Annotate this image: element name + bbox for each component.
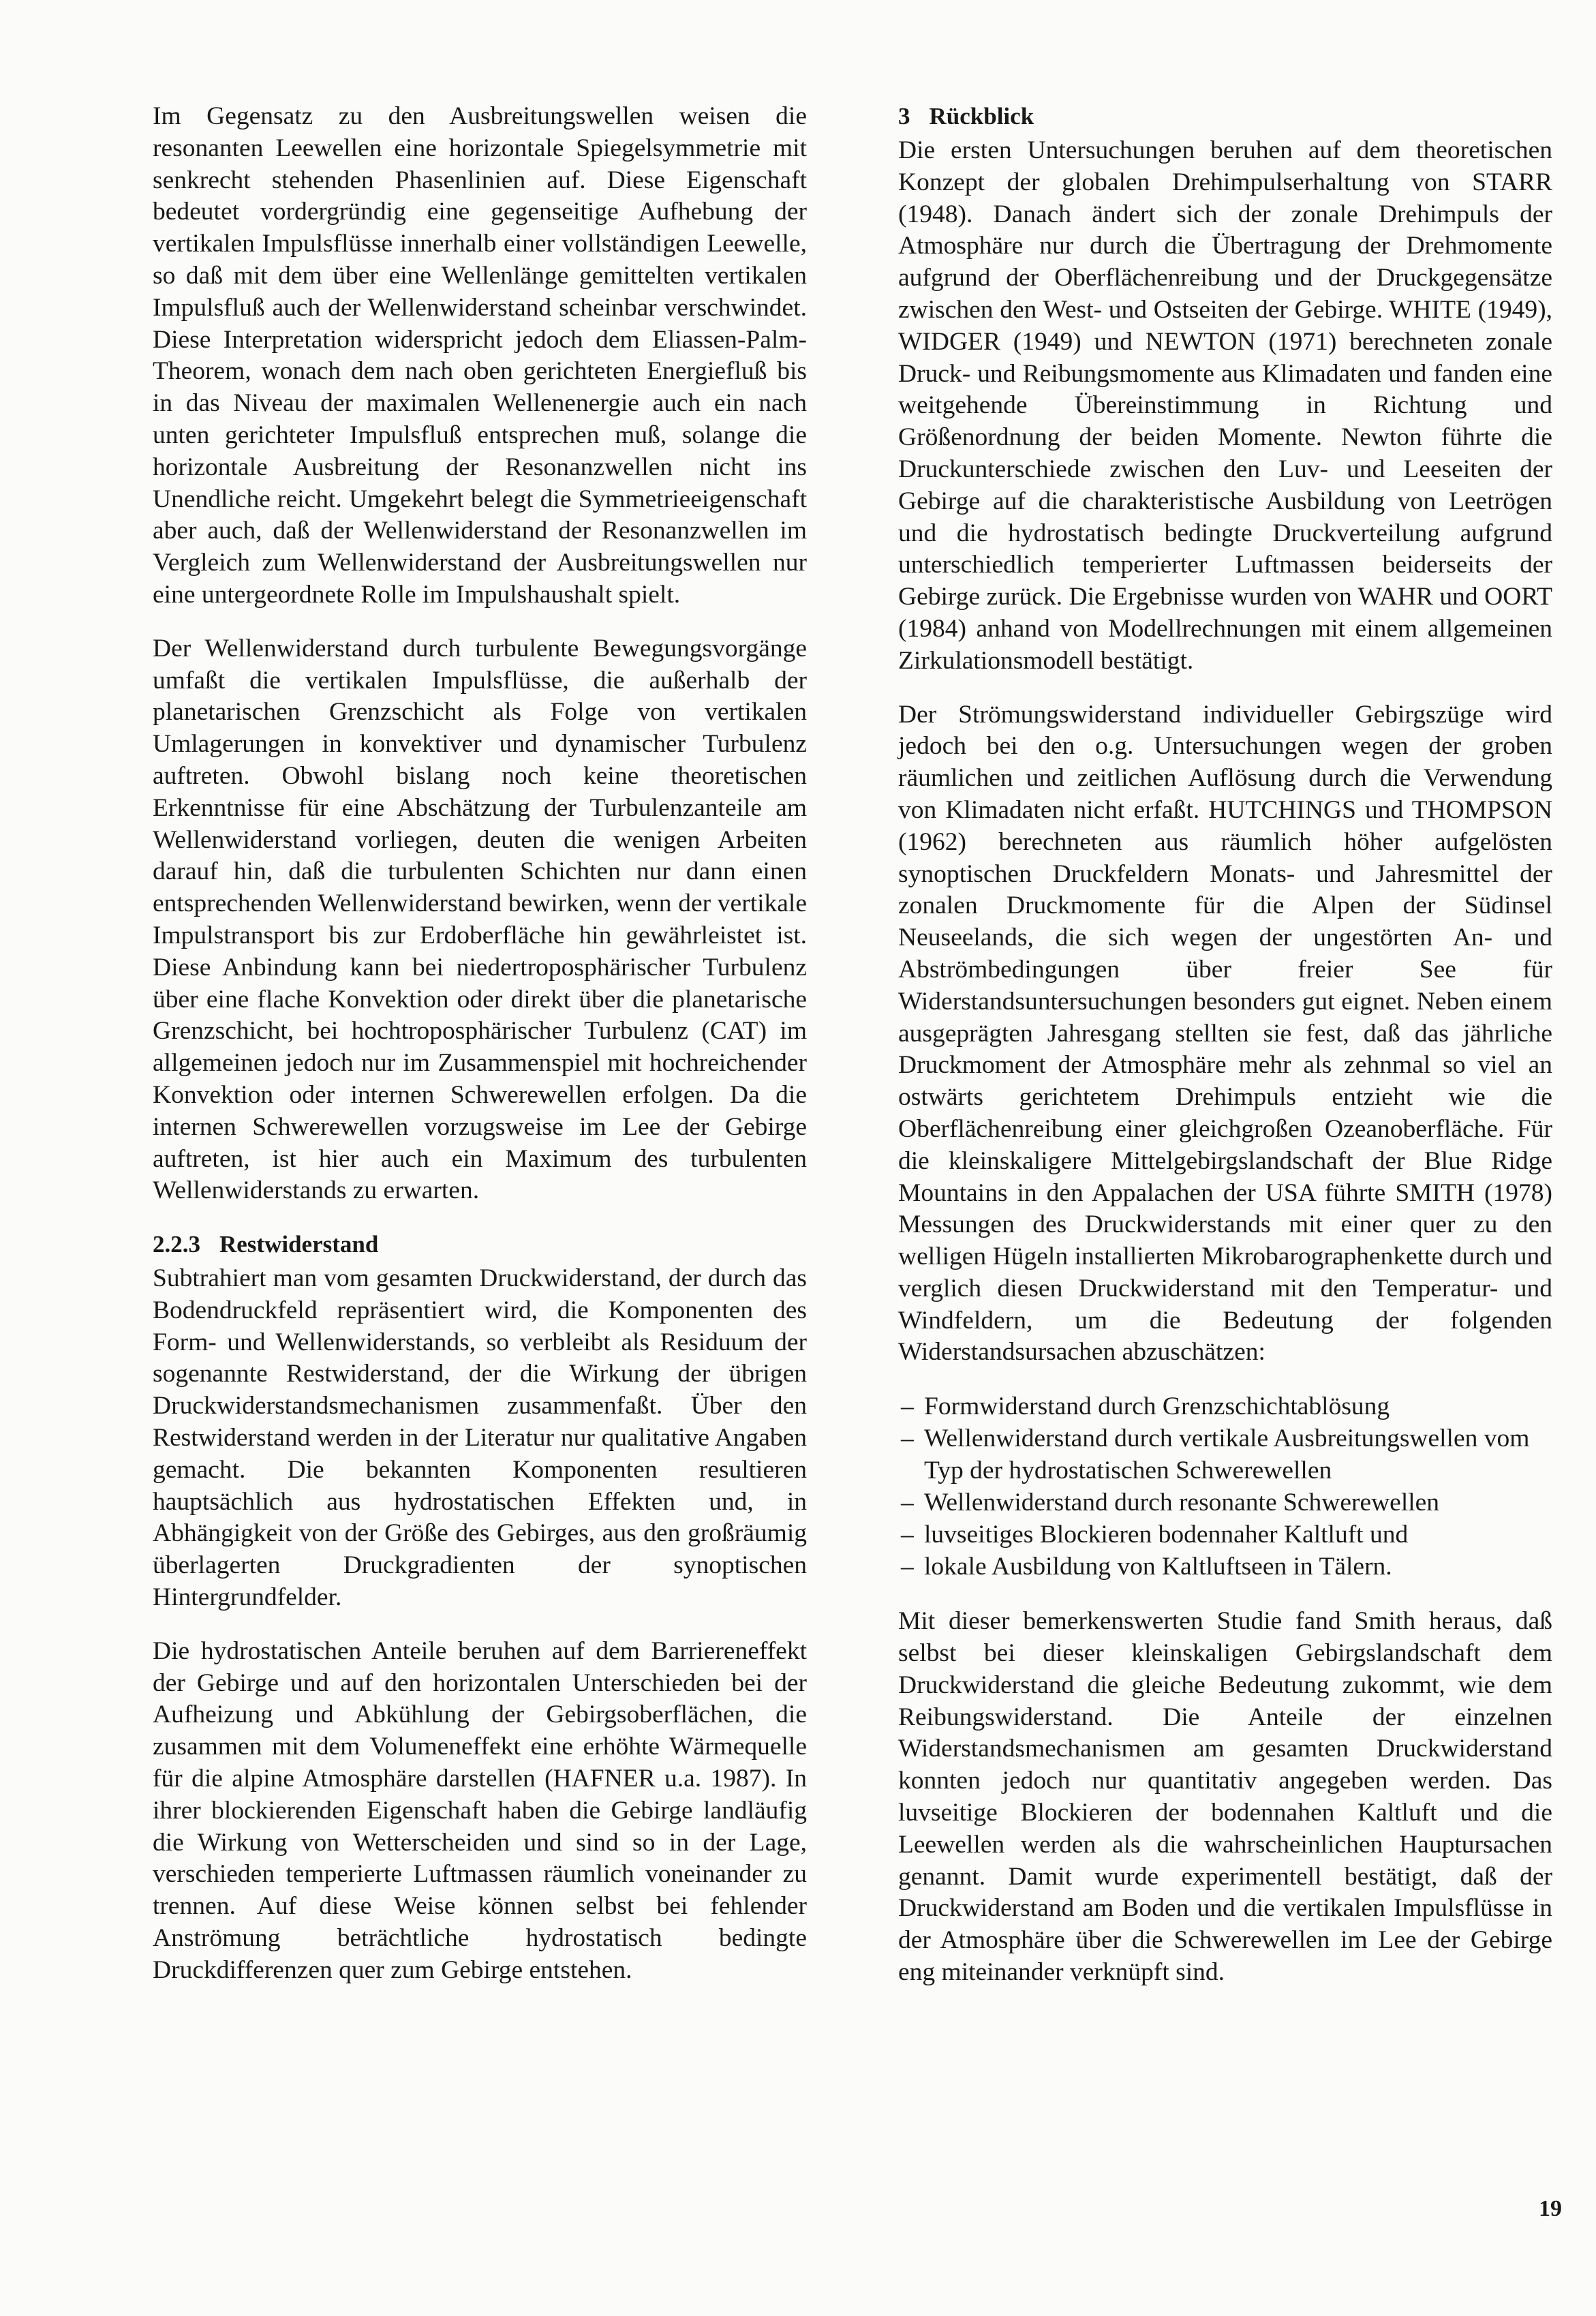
list-item: – Wellenwiderstand durch resonante Schwerewellen [898, 1487, 1552, 1519]
paragraph-smith-results: Mit dieser bemerkenswerten Studie fand Smith heraus, daß selbst bei dieser kleinskaligen Gebirgslandschaft dem Druckwiderstand die gleiche Bedeutung zukommt, wie dem Reibungswiderstand. Die Anteile der einzelnen Widerstandsmechanismen am gesamten Druckwiderstand konnten jedoch nur quantitativ angegeben werden. Das luvseitige Blockieren der bodennahen Kaltluft und die Leewellen werden als die wahrscheinlichen Hauptursachen genannt. Damit wurde experimentell bestätigt, daß der Druckwiderstand am Boden und die vertikalen Impulsflüsse in der Atmosphäre über die Schwerewellen im Lee der Gebirge eng miteinander verknüpft sind. [898, 1607, 1552, 1987]
paragraph-residual-drag: Subtrahiert man vom gesamten Druckwiderstand, der durch das Bodendruckfeld repräsentiert wird, die Komponenten des Form- und Wellenwiderstands, so verbleibt als Residuum der sogenannte Restwiderstand, der die Wirkung der übrigen Druckwiderstandsmechanismen zusammenfaßt. Über den Restwiderstand werden in der Literatur nur qualitative Angaben gemacht. Die bekannten Komponenten resultieren hauptsächlich aus hydrostatischen Effekten und, in Abhängigkeit von der Größe des Gebirges, aus den großräumig überlagerten Druckgradienten der synoptischen Hintergrundfelder. [153, 1264, 807, 1612]
paragraph-early-studies: Die ersten Untersuchungen beruhen auf dem theoretischen Konzept der globalen Drehimpulserhaltung von STARR (1948). Danach ändert sich der zonale Drehimpuls der Atmosphäre nur durch die Übertragung der Drehmomente aufgrund der Oberflächenreibung und der Druckgegensätze zwischen den West- und Ostseiten der Gebirge. WHITE (1949), WIDGER (1949) und NEWTON (1971) berechneten zonale Druck- und Reibungsmomente aus Klimadaten und fanden eine weitgehende Übereinstimmung in Richtung und Größenordnung der beiden Momente. Newton führte die Druckunterschiede zwischen den Luv- und Leeseiten der Gebirge auf die charakteristische Ausbildung von Leetrögen und die hydrostatisch bedingte Druckverteilung aufgrund unterschiedlich temperierter Luftmassen beiderseits der Gebirge zurück. Die Ergebnisse wurden von WAHR und OORT (1984) anhand von Modellrechnungen mit einem allgemeinen Zirkulationsmodell bestätigt. [898, 136, 1552, 675]
section-heading-rueckblick [898, 101, 1552, 132]
section-number: 3 [898, 103, 910, 129]
list-item: – Wellenwiderstand durch vertikale Ausbreitungswellen vom Typ der hydrostatischen Schwerewellen [898, 1422, 1552, 1487]
list-item: – luvseitiges Blockieren bodennaher Kaltluft und [898, 1519, 1552, 1551]
list-item: – lokale Ausbildung von Kaltluftseen in Tälern. [898, 1551, 1552, 1583]
paragraph-hydrostatic-components: Die hydrostatischen Anteile beruhen auf dem Barriereneffekt der Gebirge und auf den horizontalen Unterschieden bei der Aufheizung und Abkühlung der Gebirgsoberflächen, die zusammen mit dem Volumeneffekt eine erhöhte Wärmequelle für die alpine Atmosphäre darstellen (HAFNER u.a. 1987). In ihrer blockierenden Eigenschaft haben die Gebirge landläufig die Wirkung von Wetterscheiden und sind so in der Lage, verschieden temperierte Luftmassen räumlich voneinander zu trennen. Auf diese Weise können selbst bei fehlender Anströmung beträchtliche hydrostatisch bedingte Druckdifferenzen quer zum Gebirge entstehen. [153, 1636, 807, 1984]
section-title: Rückblick [929, 103, 1034, 129]
page-number: 19 [1539, 2196, 1562, 2221]
paragraph-mountain-drag-studies: Der Strömungswiderstand individueller Gebirgszüge wird jedoch bei den o.g. Untersuchungen wegen der groben räumlichen und zeitlichen Auflösung durch die Verwendung von Klimadaten nicht erfaßt. HUTCHINGS und THOMPSON (1962) berechneten aus räumlich höher aufgelösten synoptischen Druckfeldern Monats- und Jahresmittel der zonalen Druckmomente für die Alpen der Südinsel Neuseelands, die sich wegen der ungestörten An- und Abströmbedingungen über freier See für Widerstandsuntersuchungen besonders gut eignet. Neben einem ausgeprägten Jahresgang stellten sie fest, daß das jährliche Druckmoment der Atmosphäre mehr als zehnmal so viel an ostwärts gerichtetem Drehimpuls entzieht wie die Oberflächenreibung einer gleichgroßen Ozeanoberfläche. Für die kleinskaligere Mittelgebirgslandschaft der Blue Ridge Mountains in den Appalachen der USA führte SMITH (1978) Messungen des Druckwiderstands mit einer quer zu den welligen Hügeln installierten Mikrobarographenkette durch und verglich diesen Druckwiderstand mit den Temperatur- und Windfeldern, um die Bedeutung der folgenden Widerstandsursachen abzuschätzen: [898, 700, 1552, 1367]
section-number: 2.2.3 [153, 1231, 200, 1258]
list-item: – Formwiderstand durch Grenzschichtablösung [898, 1390, 1552, 1422]
drag-causes-list [898, 1390, 1552, 1583]
section-heading-restwiderstand [153, 1229, 807, 1260]
paragraph-resonant-leewaves: Im Gegensatz zu den Ausbreitungswellen weisen die resonanten Leewellen eine horizontale Spiegelsymmetrie mit senkrecht stehenden Phasenlinien auf. Diese Eigenschaft bedeutet vordergründig eine gegenseitige Aufhebung der vertikalen Impulsflüsse innerhalb einer vollständigen Leewelle, so daß mit dem über eine Wellenlänge gemittelten vertikalen Impulsfluß auch der Wellenwiderstand scheinbar verschwindet. Diese Interpretation widerspricht jedoch dem Eliassen-Palm-Theorem, wonach dem nach oben gerichteten Energiefluß bis in das Niveau der maximalen Wellenenergie auch ein nach unten gerichteter Impulsfluß entsprechen muß, solange die horizontale Ausbreitung der Resonanzwellen nicht ins Unendliche reicht. Umgekehrt belegt die Symmetrieeigenschaft aber auch, daß der Wellenwiderstand der Resonanzwellen im Vergleich zum Wellenwiderstand der Ausbreitungswellen nur eine untergeordnete Rolle im Impulshaushalt spielt. [153, 102, 807, 609]
right-column [898, 101, 1552, 2011]
paragraph-turbulent-wave-drag: Der Wellenwiderstand durch turbulente Bewegungsvorgänge umfaßt die vertikalen Impulsflüsse, die außerhalb der planetarischen Grenzschicht als Folge von vertikalen Umlagerungen in konvektiver und dynamischer Turbulenz auftreten. Obwohl bislang noch keine theoretischen Erkenntnisse für eine Abschätzung der Turbulenzanteile am Wellenwiderstand vorliegen, deuten die wenigen Arbeiten darauf hin, daß die turbulenten Schichten nur dann einen entsprechenden Wellenwiderstand bewirken, wenn der vertikale Impulstransport bis zur Erdoberfläche hin gewährleistet ist. Diese Anbindung kann bei niedertroposphärischer Turbulenz über eine flache Konvektion oder direkt über die planetarische Grenzschicht, bei hochtroposphärischer Turbulenz (CAT) im allgemeinen jedoch nur im Zusammenspiel mit hochreichender Konvektion oder internen Schwerewellen erfolgen. Da die internen Schwerewellen vorzugsweise im Lee der Gebirge auftreten, ist hier auch ein Maximum des turbulenten Wellenwiderstands zu erwarten. [153, 634, 807, 1205]
section-title: Restwiderstand [219, 1231, 379, 1258]
left-column [153, 101, 807, 2009]
